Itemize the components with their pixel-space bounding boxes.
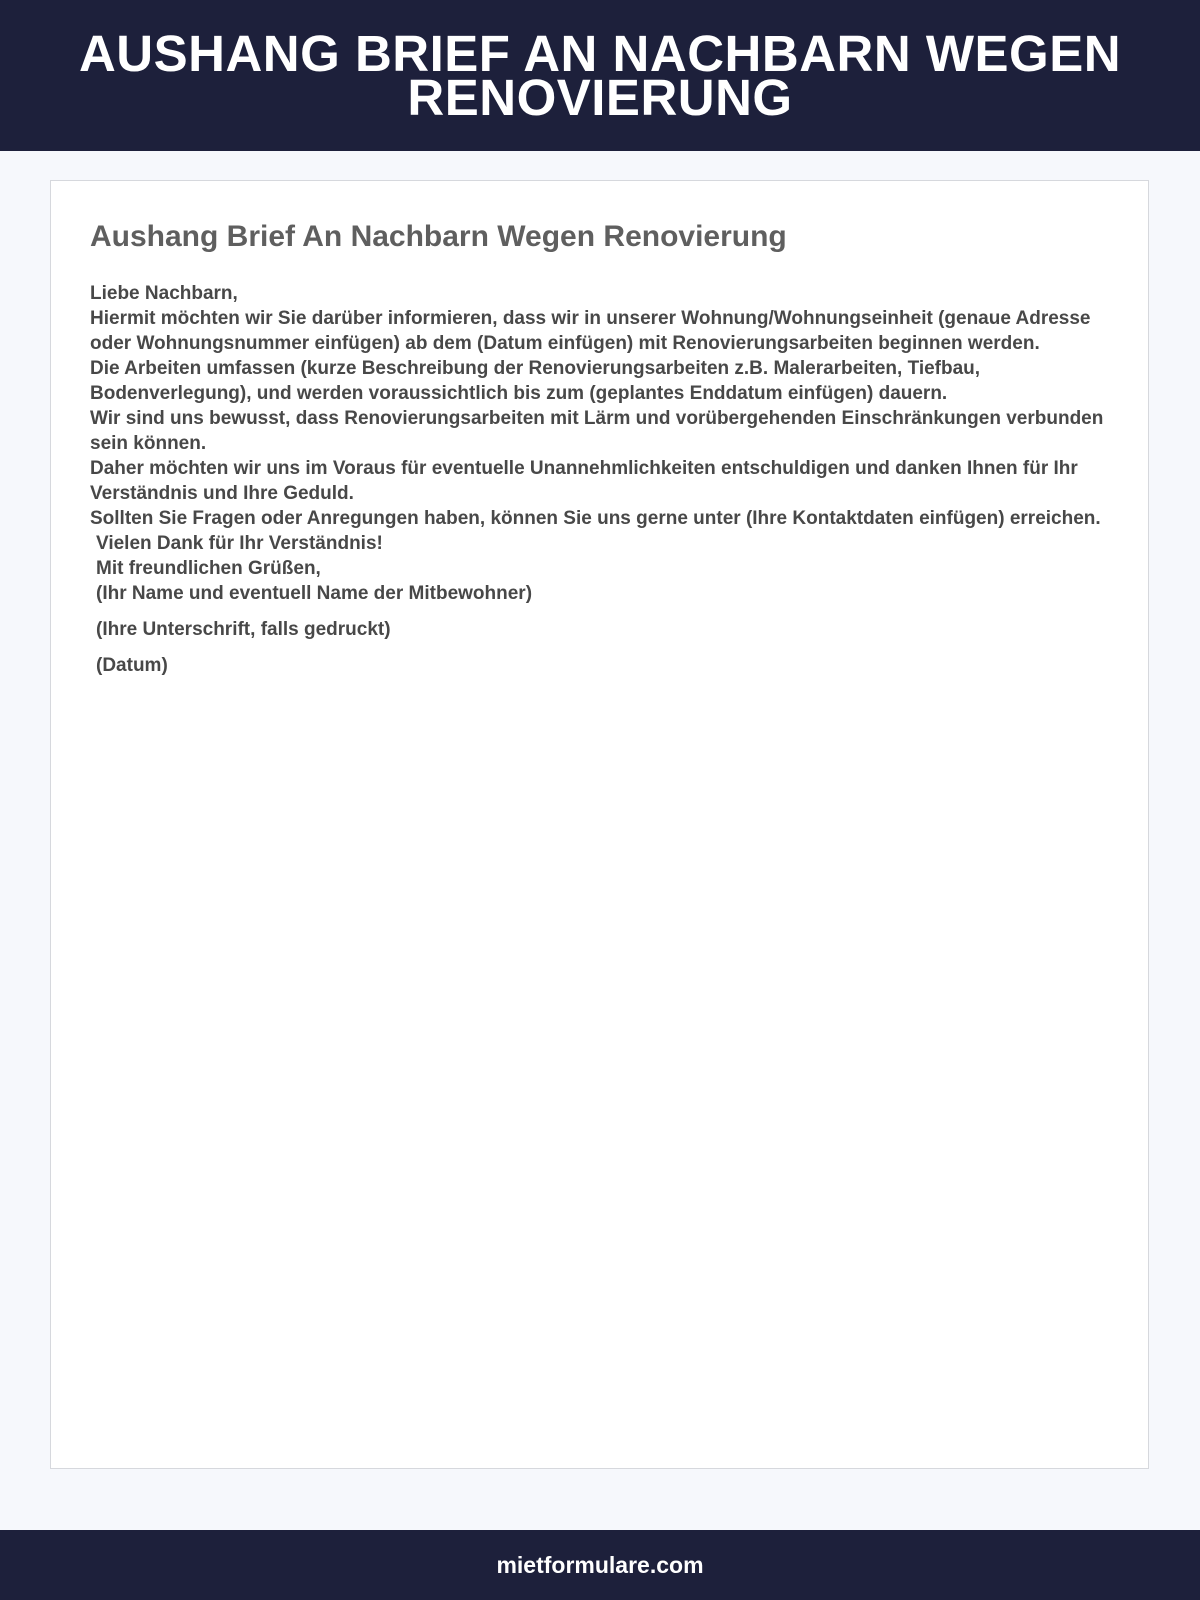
signature-placeholder: (Ihre Unterschrift, falls gedruckt) — [96, 619, 391, 640]
closing-line: Mit freundlichen Grüßen, — [96, 558, 321, 579]
salutation: Liebe Nachbarn, — [90, 283, 238, 304]
letter-card — [50, 180, 1149, 1469]
document-title: Aushang Brief An Nachbarn Wegen Renovierung — [90, 220, 787, 253]
paragraph-1: Hiermit möchten wir Sie darüber informieren, dass wir in unserer Wohnung/Wohnungseinheit (genaue Adresse oder Wohnungsnummer einfügen) ab dem (Datum einfügen) mit Renovierungsarbeiten beginnen werden. — [90, 308, 1091, 354]
thanks-line: Vielen Dank für Ihr Verständnis! — [96, 533, 383, 554]
page-footer — [0, 1530, 1200, 1600]
paragraph-3: Wir sind uns bewusst, dass Renovierungsarbeiten mit Lärm und vorübergehenden Einschränkungen verbunden sein können. — [90, 408, 1104, 454]
banner-title: AUSHANG BRIEF AN NACHBARN WEGEN RENOVIERUNG — [78, 24, 1122, 126]
paragraph-4: Daher möchten wir uns im Voraus für eventuelle Unannehmlichkeiten entschuldigen und danken Ihnen für Ihr Verständnis und Ihre Geduld. — [90, 458, 1078, 504]
footer-site-link[interactable]: mietformulare.com — [496, 1551, 704, 1578]
letter-body — [90, 281, 1110, 678]
name-placeholder: (Ihr Name und eventuell Name der Mitbewohner) — [96, 583, 533, 604]
paragraph-2: Die Arbeiten umfassen (kurze Beschreibung der Renovierungsarbeiten z.B. Malerarbeiten, Tiefbau, Bodenverlegung), und werden voraussichtlich bis zum (geplantes Enddatum einfügen) dauern. — [90, 358, 981, 404]
date-placeholder: (Datum) — [96, 655, 168, 676]
page-header — [0, 0, 1200, 151]
paragraph-5: Sollten Sie Fragen oder Anregungen haben, können Sie uns gerne unter (Ihre Kontaktdaten einfügen) erreichen. — [90, 508, 1101, 529]
